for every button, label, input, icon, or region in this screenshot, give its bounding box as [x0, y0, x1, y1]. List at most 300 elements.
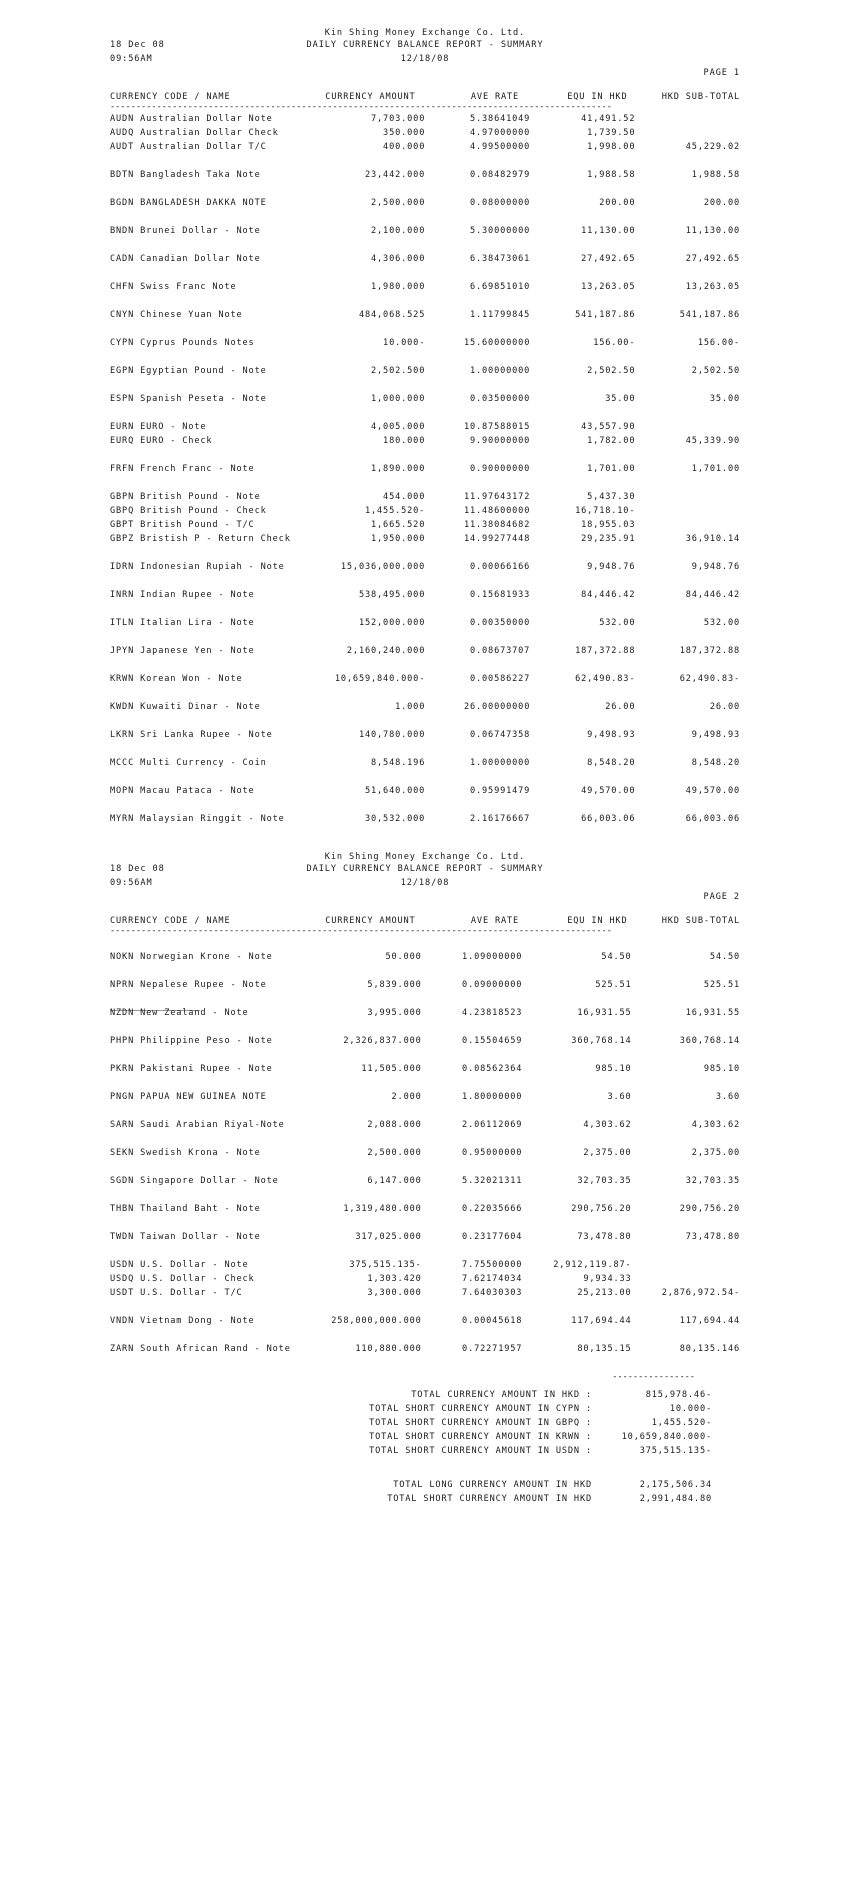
table-row	[110, 590, 740, 604]
cell-equ-hkd: 43,557.90	[581, 422, 636, 432]
table-row	[110, 1064, 740, 1078]
table-row	[110, 646, 740, 660]
cell-currency-amount: 1,455.520-	[364, 506, 426, 516]
cell-currency-name: BDTN Bangladesh Taka Note	[110, 170, 261, 180]
cell-ave-rate: 1.00000000	[469, 366, 531, 376]
cell-equ-hkd: 1,998.00	[587, 142, 636, 152]
table-row	[110, 1232, 740, 1246]
column-header-equ: EQU IN HKD	[567, 92, 628, 102]
table-row	[110, 128, 740, 142]
table-row	[110, 1274, 740, 1288]
cell-currency-amount: 23,442.000	[364, 170, 426, 180]
totals-section	[110, 1372, 740, 1506]
cell-currency-name: TWDN Taiwan Dollar - Note	[110, 1232, 261, 1242]
table-spacer-row	[110, 548, 740, 562]
cell-ave-rate: 11.48600000	[463, 506, 531, 516]
cell-currency-name: USDN U.S. Dollar - Note	[110, 1260, 249, 1270]
table-spacer-row	[110, 1330, 740, 1344]
cell-equ-hkd: 80,135.15	[577, 1344, 632, 1354]
cell-hkd-subtotal: 35.00	[709, 394, 740, 404]
cell-equ-hkd: 35.00	[605, 394, 636, 404]
table-row	[110, 492, 740, 506]
totals-value: 2,991,484.80	[639, 1494, 712, 1504]
table-row	[110, 394, 740, 408]
cell-equ-hkd: 66,003.06	[581, 814, 636, 824]
table-row	[110, 366, 740, 380]
cell-currency-amount: 2,160,240.000	[346, 646, 426, 656]
cell-hkd-subtotal	[645, 506, 740, 520]
cell-hkd-subtotal: 532.00	[703, 618, 740, 628]
cell-currency-amount: 2,326,837.000	[343, 1036, 422, 1046]
cell-currency-name: PNGN PAPUA NEW GUINEA NOTE	[110, 1092, 267, 1102]
cell-ave-rate: 0.90000000	[469, 464, 531, 474]
cell-equ-hkd: 62,490.83-	[575, 674, 636, 684]
table-spacer-row	[110, 688, 740, 702]
table-row	[110, 534, 740, 548]
cell-equ-hkd: 41,491.52	[581, 114, 636, 124]
cell-hkd-subtotal: 200.00	[703, 198, 740, 208]
table-spacer-row	[110, 352, 740, 366]
table-row	[110, 980, 740, 994]
cell-ave-rate: 0.03500000	[469, 394, 531, 404]
cell-currency-name: BNDN Brunei Dollar - Note	[110, 226, 261, 236]
cell-currency-name: EURQ EURO - Check	[110, 436, 213, 446]
totals-label: TOTAL SHORT CURRENCY AMOUNT IN USDN :	[369, 1446, 592, 1456]
cell-currency-amount: 258,000,000.000	[331, 1316, 422, 1326]
cell-currency-name: EURN EURO - Note	[110, 422, 207, 432]
cell-currency-name: USDT U.S. Dollar - T/C	[110, 1288, 243, 1298]
cell-currency-amount: 10,659,840.000-	[334, 674, 426, 684]
table-row	[110, 1288, 740, 1302]
cell-equ-hkd: 2,912,119.87-	[553, 1260, 632, 1270]
cell-hkd-subtotal: 8,548.20	[691, 758, 740, 768]
table-row	[110, 254, 740, 268]
cell-ave-rate: 11.97643172	[463, 492, 531, 502]
cell-hkd-subtotal: 2,502.50	[691, 366, 740, 376]
cell-equ-hkd: 27,492.65	[581, 254, 636, 264]
cell-hkd-subtotal: 45,339.90	[685, 436, 740, 446]
cell-equ-hkd: 985.10	[595, 1064, 632, 1074]
cell-currency-amount: 8,548.196	[371, 758, 426, 768]
cell-equ-hkd: 360,768.14	[571, 1036, 632, 1046]
cell-equ-hkd: 8,548.20	[587, 758, 636, 768]
cell-ave-rate: 7.75500000	[462, 1260, 523, 1270]
column-header-amount-2: CURRENCY AMOUNT	[325, 916, 416, 926]
cell-currency-amount: 317,025.000	[355, 1232, 422, 1242]
cell-currency-name: IDRN Indonesian Rupiah - Note	[110, 562, 285, 572]
cell-hkd-subtotal: 187,372.88	[679, 646, 740, 656]
table-row	[110, 170, 740, 184]
cell-equ-hkd: 187,372.88	[575, 646, 636, 656]
cell-equ-hkd: 1,988.58	[587, 170, 636, 180]
cell-ave-rate: 1.80000000	[462, 1092, 523, 1102]
table-spacer-row	[110, 1078, 740, 1092]
cell-equ-hkd: 3.60	[607, 1092, 632, 1102]
table-spacer-row	[110, 1190, 740, 1204]
column-header-name-2: CURRENCY CODE / NAME	[110, 916, 231, 926]
cell-currency-amount: 110,880.000	[355, 1344, 422, 1354]
table-row	[110, 506, 740, 520]
totals-value: 375,515.135-	[639, 1446, 712, 1456]
table-spacer-row	[110, 380, 740, 394]
report-date-center-2: 12/18/08	[400, 878, 450, 888]
report-header2-line-1	[110, 864, 740, 878]
cell-currency-name: PHPN Philippine Peso - Note	[110, 1036, 273, 1046]
cell-ave-rate: 0.08482979	[469, 170, 531, 180]
cell-equ-hkd: 16,931.55	[577, 1008, 632, 1018]
cell-currency-amount: 1,319,480.000	[343, 1204, 422, 1214]
cell-equ-hkd: 2,375.00	[583, 1148, 632, 1158]
cell-hkd-subtotal: 16,931.55	[685, 1008, 740, 1018]
cell-currency-name: THBN Thailand Baht - Note	[110, 1204, 261, 1214]
cell-ave-rate: 0.95000000	[462, 1148, 523, 1158]
cell-hkd-subtotal: 290,756.20	[679, 1204, 740, 1214]
cell-ave-rate: 0.00586227	[469, 674, 531, 684]
cell-ave-rate: 0.08562364	[462, 1064, 523, 1074]
cell-equ-hkd: 9,498.93	[587, 730, 636, 740]
cell-hkd-subtotal: 27,492.65	[685, 254, 740, 264]
cell-currency-amount: 3,995.000	[367, 1008, 422, 1018]
table-row	[110, 1120, 740, 1134]
cell-equ-hkd: 2,502.50	[587, 366, 636, 376]
table-row	[110, 338, 740, 352]
table-row	[110, 1148, 740, 1162]
column-header-amount: CURRENCY AMOUNT	[325, 92, 416, 102]
table-row	[110, 786, 740, 800]
table-spacer-row	[110, 604, 740, 618]
cell-ave-rate: 10.87588015	[463, 422, 531, 432]
cell-currency-name: MOPN Macau Pataca - Note	[110, 786, 255, 796]
cell-currency-name: PKRN Pakistani Rupee - Note	[110, 1064, 273, 1074]
totals-label: TOTAL SHORT CURRENCY AMOUNT IN HKD	[387, 1494, 592, 1504]
cell-hkd-subtotal: 360,768.14	[679, 1036, 740, 1046]
cell-currency-amount: 2,502.500	[371, 366, 426, 376]
table-row	[110, 1204, 740, 1218]
cell-hkd-subtotal	[642, 1274, 740, 1288]
cell-currency-name: ESPN Spanish Peseta - Note	[110, 394, 267, 404]
table-row	[110, 436, 740, 450]
table-spacer-row	[110, 1106, 740, 1120]
cell-hkd-subtotal: 62,490.83-	[679, 674, 740, 684]
table-spacer-row	[110, 660, 740, 674]
cell-ave-rate: 14.99277448	[463, 534, 531, 544]
table-row	[110, 422, 740, 436]
table-spacer-row	[110, 1050, 740, 1064]
cell-equ-hkd: 18,955.03	[581, 520, 636, 530]
report-header-line-3	[110, 68, 740, 82]
cell-ave-rate: 2.06112069	[462, 1120, 523, 1130]
report-header-line-2	[110, 54, 740, 68]
cell-ave-rate: 11.38084682	[463, 520, 531, 530]
table-spacer-row	[110, 1022, 740, 1036]
cell-equ-hkd: 84,446.42	[581, 590, 636, 600]
cell-currency-name: CYPN Cyprus Pounds Notes	[110, 338, 255, 348]
column-header-rate-2: AVE RATE	[470, 916, 520, 926]
cell-currency-amount: 484,068.525	[358, 310, 426, 320]
cell-ave-rate: 1.11799845	[469, 310, 531, 320]
cell-currency-amount: 350.000	[383, 128, 426, 138]
table-row	[110, 1092, 740, 1106]
cell-currency-amount: 6,147.000	[367, 1176, 422, 1186]
report-date-2: 18 Dec 08	[110, 864, 165, 874]
cell-ave-rate: 0.22035666	[462, 1204, 523, 1214]
report-header-line-1	[110, 40, 740, 54]
cell-currency-name: SEKN Swedish Krona - Note	[110, 1148, 261, 1158]
totals-label: TOTAL SHORT CURRENCY AMOUNT IN CYPN :	[369, 1404, 592, 1414]
table-row	[110, 310, 740, 324]
table-row	[110, 618, 740, 632]
table-row	[110, 562, 740, 576]
totals-row	[369, 1402, 712, 1416]
table-row	[110, 952, 740, 966]
cell-hkd-subtotal: 36,910.14	[685, 534, 740, 544]
cell-hkd-subtotal: 4,303.62	[691, 1120, 740, 1130]
totals-row	[369, 1430, 712, 1444]
table-spacer-row	[110, 632, 740, 646]
cell-equ-hkd: 117,694.44	[571, 1316, 632, 1326]
cell-equ-hkd: 32,703.35	[577, 1176, 632, 1186]
cell-equ-hkd: 49,570.00	[581, 786, 636, 796]
cell-currency-amount: 51,640.000	[364, 786, 426, 796]
cell-currency-amount: 2,500.000	[367, 1148, 422, 1158]
cell-ave-rate: 0.15681933	[469, 590, 531, 600]
totals-row	[369, 1416, 712, 1430]
cell-hkd-subtotal	[645, 128, 740, 142]
table-spacer-row	[110, 576, 740, 590]
cell-ave-rate: 0.06747358	[469, 730, 531, 740]
cell-currency-amount: 1,303.420	[367, 1274, 422, 1284]
cell-equ-hkd: 26.00	[605, 702, 636, 712]
table-row	[110, 198, 740, 212]
table-spacer-row	[110, 716, 740, 730]
table-row	[110, 464, 740, 478]
cell-hkd-subtotal: 541,187.86	[679, 310, 740, 320]
table-row	[110, 282, 740, 296]
cell-equ-hkd: 5,437.30	[587, 492, 636, 502]
cell-ave-rate: 0.00066166	[469, 562, 531, 572]
totals-value: 10,659,840.000-	[621, 1432, 712, 1442]
table-row	[110, 1036, 740, 1050]
cell-currency-name: BGDN BANGLADESH DAKKA NOTE	[110, 198, 267, 208]
cell-currency-name: MCCC Multi Currency - Coin	[110, 758, 267, 768]
totals-row	[369, 1388, 712, 1402]
table-spacer-row	[110, 994, 740, 1008]
cell-equ-hkd: 73,478.80	[577, 1232, 632, 1242]
totals-table	[369, 1388, 712, 1458]
cell-currency-amount: 2,100.000	[371, 226, 426, 236]
report-header2-line-2	[110, 878, 740, 892]
table-spacer-row	[110, 156, 740, 170]
report-header2-line-3	[110, 892, 740, 906]
table-spacer-row	[110, 1246, 740, 1260]
cell-currency-amount: 2.000	[391, 1092, 422, 1102]
cell-equ-hkd: 11,130.00	[581, 226, 636, 236]
table-spacer-row	[110, 1162, 740, 1176]
cell-currency-amount: 140,780.000	[358, 730, 426, 740]
cell-currency-name: CADN Canadian Dollar Note	[110, 254, 261, 264]
table-spacer-row	[110, 744, 740, 758]
table-spacer-row	[110, 184, 740, 198]
cell-hkd-subtotal: 9,948.76	[691, 562, 740, 572]
cell-currency-amount: 180.000	[383, 436, 426, 446]
cell-equ-hkd: 1,739.50	[587, 128, 636, 138]
cell-ave-rate: 5.30000000	[469, 226, 531, 236]
cell-currency-amount: 1,980.000	[371, 282, 426, 292]
table-row	[110, 1316, 740, 1330]
cell-equ-hkd: 9,934.33	[583, 1274, 632, 1284]
cell-currency-amount: 4,005.000	[371, 422, 426, 432]
cell-ave-rate: 1.00000000	[469, 758, 531, 768]
cell-ave-rate: 26.00000000	[463, 702, 531, 712]
cell-ave-rate: 6.38473061	[469, 254, 531, 264]
cell-hkd-subtotal: 9,498.93	[691, 730, 740, 740]
cell-currency-amount: 1,950.000	[371, 534, 426, 544]
cell-currency-name: NZDN New Zealand - Note	[110, 1008, 249, 1018]
cell-currency-amount: 4,306.000	[371, 254, 426, 264]
totals-label: TOTAL SHORT CURRENCY AMOUNT IN KRWN :	[369, 1432, 592, 1442]
totals-row	[369, 1444, 712, 1458]
column-header-row-page1	[110, 92, 740, 102]
cell-currency-amount: 5,839.000	[367, 980, 422, 990]
column-header-subtotal-2: HKD SUB-TOTAL	[661, 916, 740, 926]
table-spacer-row	[110, 212, 740, 226]
cell-hkd-subtotal	[645, 114, 740, 128]
cell-currency-name: AUDT Australian Dollar T/C	[110, 142, 267, 152]
cell-equ-hkd: 532.00	[599, 618, 636, 628]
cell-ave-rate: 4.23818523	[462, 1008, 523, 1018]
cell-ave-rate: 0.23177604	[462, 1232, 523, 1242]
totals-label: TOTAL LONG CURRENCY AMOUNT IN HKD	[393, 1480, 592, 1490]
cell-currency-name: KRWN Korean Won - Note	[110, 674, 243, 684]
table-row	[110, 1176, 740, 1190]
cell-equ-hkd: 541,187.86	[575, 310, 636, 320]
cell-ave-rate: 5.38641049	[469, 114, 531, 124]
column-header-equ-2: EQU IN HKD	[567, 916, 628, 926]
cell-currency-name: AUDQ Australian Dollar Check	[110, 128, 279, 138]
cell-ave-rate: 4.97000000	[469, 128, 531, 138]
cell-ave-rate: 0.72271957	[462, 1344, 523, 1354]
page-number-2: PAGE 2	[703, 892, 740, 902]
final-totals-table	[387, 1478, 712, 1506]
header-rule-page2: -------------------------------------------------------------------------------------------------	[110, 926, 612, 936]
table-row	[110, 142, 740, 156]
table-row	[110, 674, 740, 688]
page-number-1: PAGE 1	[703, 68, 740, 78]
table-spacer-row	[110, 772, 740, 786]
report-time-2: 09:56AM	[110, 878, 153, 888]
table-row	[110, 114, 740, 128]
report-date-center: 12/18/08	[400, 54, 450, 64]
table-spacer-row	[110, 240, 740, 254]
cell-currency-amount: 30,532.000	[364, 814, 426, 824]
report-title-2: DAILY CURRENCY BALANCE REPORT - SUMMARY	[306, 864, 544, 874]
table-spacer-row	[110, 1218, 740, 1232]
cell-hkd-subtotal: 66,003.06	[685, 814, 740, 824]
table-row	[110, 520, 740, 534]
cell-hkd-subtotal: 117,694.44	[679, 1316, 740, 1326]
table-row	[110, 226, 740, 240]
cell-hkd-subtotal: 2,876,972.54-	[661, 1288, 740, 1298]
cell-ave-rate: 0.00045618	[462, 1316, 523, 1326]
cell-currency-name: KWDN Kuwaiti Dinar - Note	[110, 702, 261, 712]
cell-currency-amount: 11,505.000	[361, 1064, 422, 1074]
cell-equ-hkd: 9,948.76	[587, 562, 636, 572]
cell-hkd-subtotal: 1,701.00	[691, 464, 740, 474]
table-spacer-row	[110, 450, 740, 464]
cell-hkd-subtotal: 26.00	[709, 702, 740, 712]
cell-ave-rate: 1.09000000	[462, 952, 523, 962]
totals-value: 10.000-	[669, 1404, 712, 1414]
cell-equ-hkd: 4,303.62	[583, 1120, 632, 1130]
cell-equ-hkd: 290,756.20	[571, 1204, 632, 1214]
column-header-rate: AVE RATE	[470, 92, 520, 102]
report-title: DAILY CURRENCY BALANCE REPORT - SUMMARY	[306, 40, 544, 50]
table-row	[110, 814, 740, 828]
table-row	[110, 1008, 740, 1022]
cell-currency-name: ZARN South African Rand - Note	[110, 1344, 291, 1354]
cell-currency-amount: 454.000	[383, 492, 426, 502]
cell-currency-name: SGDN Singapore Dollar - Note	[110, 1176, 279, 1186]
cell-ave-rate: 0.15504659	[462, 1036, 523, 1046]
totals-divider: ----------------	[612, 1372, 695, 1382]
table-spacer-row	[110, 1134, 740, 1148]
cell-hkd-subtotal: 3.60	[715, 1092, 740, 1102]
table-row	[110, 702, 740, 716]
cell-hkd-subtotal: 11,130.00	[685, 226, 740, 236]
totals-label: TOTAL SHORT CURRENCY AMOUNT IN GBPQ :	[369, 1418, 592, 1428]
cell-currency-amount: 152,000.000	[358, 618, 426, 628]
table-row	[110, 730, 740, 744]
cell-currency-amount: 1,665.520	[371, 520, 426, 530]
cell-ave-rate: 0.95991479	[469, 786, 531, 796]
cell-ave-rate: 0.08000000	[469, 198, 531, 208]
table-spacer-row	[110, 938, 740, 952]
cell-currency-amount: 1,000.000	[371, 394, 426, 404]
cell-ave-rate: 5.32021311	[462, 1176, 523, 1186]
totals-label: TOTAL CURRENCY AMOUNT IN HKD :	[411, 1390, 592, 1400]
cell-currency-name: NOKN Norwegian Krone - Note	[110, 952, 273, 962]
cell-ave-rate: 0.08673707	[469, 646, 531, 656]
cell-hkd-subtotal: 13,263.05	[685, 282, 740, 292]
cell-equ-hkd: 13,263.05	[581, 282, 636, 292]
cell-equ-hkd: 525.51	[595, 980, 632, 990]
table-spacer-row	[110, 478, 740, 492]
cell-currency-name: ITLN Italian Lira - Note	[110, 618, 255, 628]
cell-hkd-subtotal: 54.50	[709, 952, 740, 962]
cell-currency-name: USDQ U.S. Dollar - Check	[110, 1274, 255, 1284]
cell-hkd-subtotal: 32,703.35	[685, 1176, 740, 1186]
report-time: 09:56AM	[110, 54, 153, 64]
cell-currency-name: MYRN Malaysian Ringgit - Note	[110, 814, 285, 824]
cell-currency-amount: 3,300.000	[367, 1288, 422, 1298]
table-spacer-row	[110, 800, 740, 814]
cell-equ-hkd: 1,782.00	[587, 436, 636, 446]
cell-equ-hkd: 1,701.00	[587, 464, 636, 474]
cell-hkd-subtotal: 1,988.58	[691, 170, 740, 180]
cell-currency-name: EGPN Egyptian Pound - Note	[110, 366, 267, 376]
report-page-2	[0, 828, 850, 1506]
totals-row	[387, 1492, 712, 1506]
cell-currency-name: GBPT British Pound - T/C	[110, 520, 255, 530]
table-row	[110, 1344, 740, 1358]
report-date: 18 Dec 08	[110, 40, 165, 50]
cell-currency-amount: 2,088.000	[367, 1120, 422, 1130]
header-rule-page1: -------------------------------------------------------------------------------------------------	[110, 102, 612, 112]
cell-ave-rate: 7.62174034	[462, 1274, 523, 1284]
cell-currency-amount: 50.000	[385, 952, 422, 962]
cell-currency-name: INRN Indian Rupee - Note	[110, 590, 255, 600]
cell-hkd-subtotal	[642, 1260, 740, 1274]
